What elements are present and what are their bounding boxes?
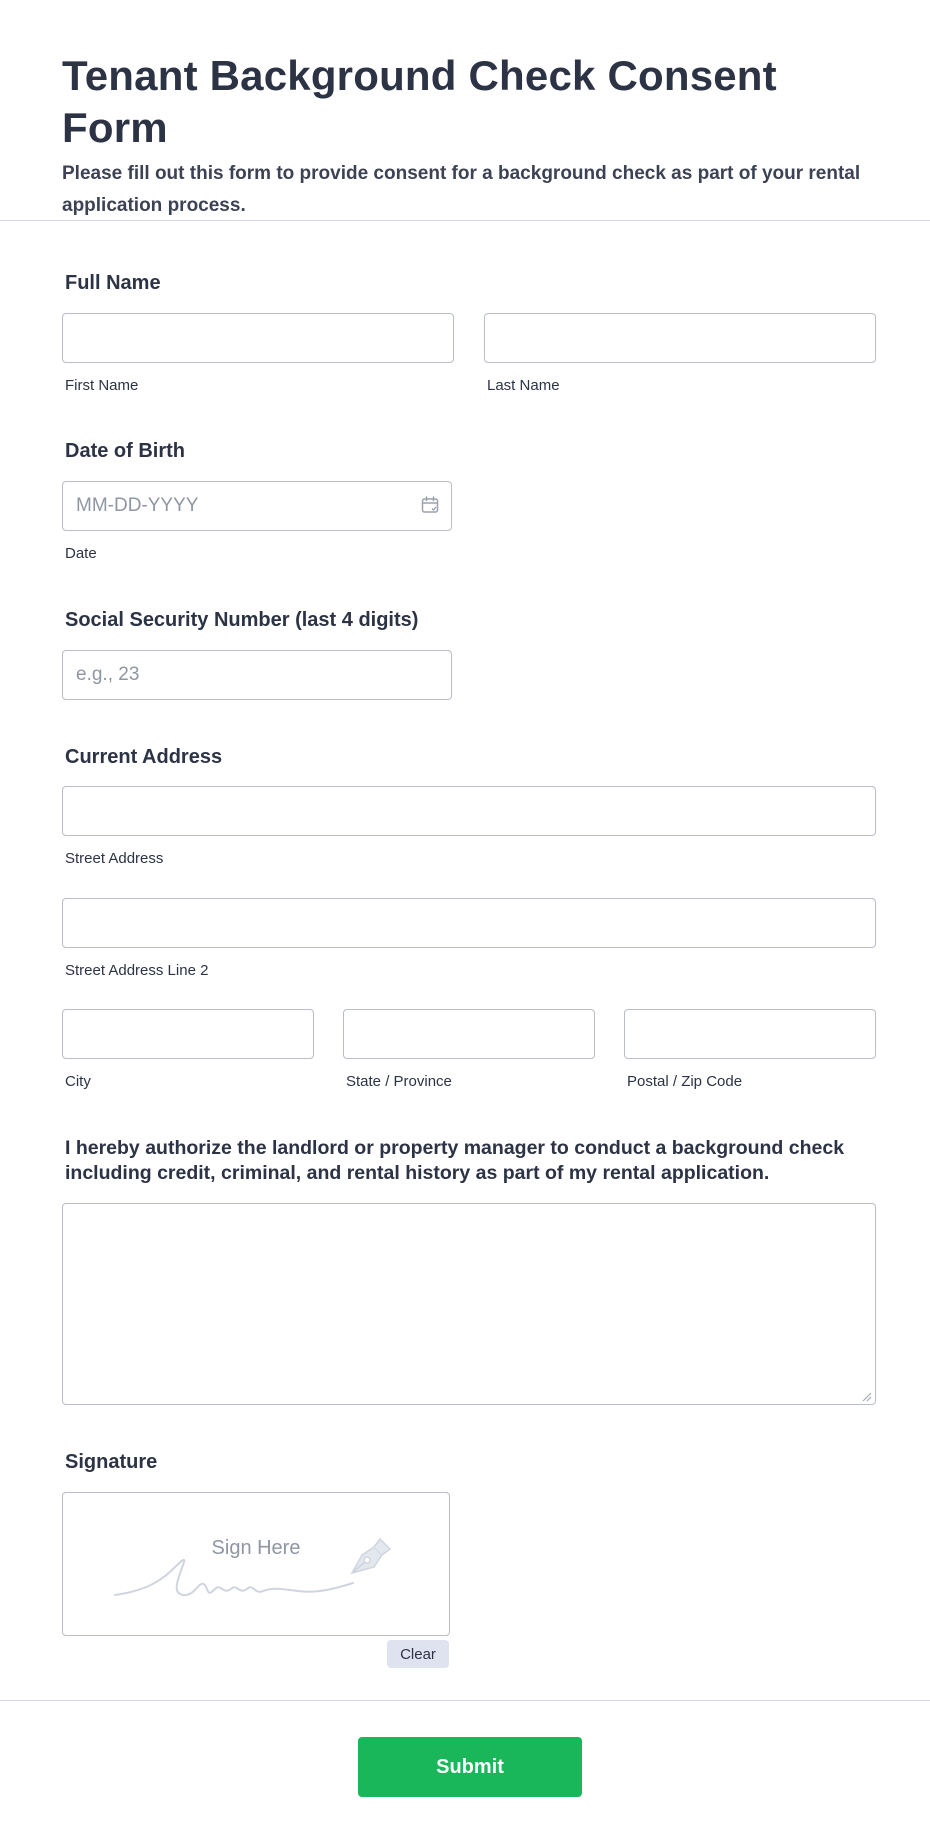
clear-signature-button[interactable]: Clear (387, 1640, 449, 1668)
street-address-line2-input[interactable] (62, 898, 876, 948)
street-address-input[interactable] (62, 786, 876, 836)
sign-here-placeholder: Sign Here (211, 1537, 301, 1559)
signature-pad[interactable] (62, 1492, 450, 1636)
form-header (62, 50, 882, 222)
zip-sublabel: Postal / Zip Code (627, 1073, 743, 1090)
city-input[interactable] (62, 1009, 314, 1059)
calendar-icon[interactable] (420, 495, 440, 515)
form-subtitle: Please fill out this form to provide consent for a background check as part of your rental application process. (62, 163, 861, 216)
first-name-input[interactable] (62, 313, 454, 363)
street-address-sublabel: Street Address (65, 850, 164, 867)
form-title: Tenant Background Check Consent Form (62, 52, 777, 151)
first-name-sublabel: First Name (65, 377, 139, 394)
pen-nib-icon (348, 1533, 392, 1577)
dob-label: Date of Birth (65, 440, 185, 462)
city-sublabel: City (65, 1073, 91, 1090)
footer-divider (0, 1700, 930, 1701)
zip-input[interactable] (624, 1009, 876, 1059)
dob-input[interactable] (62, 481, 452, 531)
address-label: Current Address (65, 746, 223, 768)
last-name-input[interactable] (484, 313, 876, 363)
street-address-line2-sublabel: Street Address Line 2 (65, 962, 209, 979)
authorization-label: I hereby authorize the landlord or property manager to conduct a background check including credit, criminal, and rental history as part of my rental application. (65, 1137, 845, 1184)
authorization-textarea[interactable] (62, 1203, 876, 1405)
dob-sublabel: Date (65, 545, 97, 562)
full-name-label: Full Name (65, 272, 161, 294)
resize-grip-icon[interactable] (860, 1390, 872, 1402)
header-divider (0, 220, 930, 221)
signature-label: Signature (65, 1451, 158, 1473)
ssn-label: Social Security Number (last 4 digits) (65, 609, 419, 631)
last-name-sublabel: Last Name (487, 377, 560, 394)
dob-field (62, 481, 452, 531)
state-input[interactable] (343, 1009, 595, 1059)
state-sublabel: State / Province (346, 1073, 452, 1090)
ssn-input[interactable] (62, 650, 452, 700)
submit-button[interactable]: Submit (358, 1737, 582, 1797)
